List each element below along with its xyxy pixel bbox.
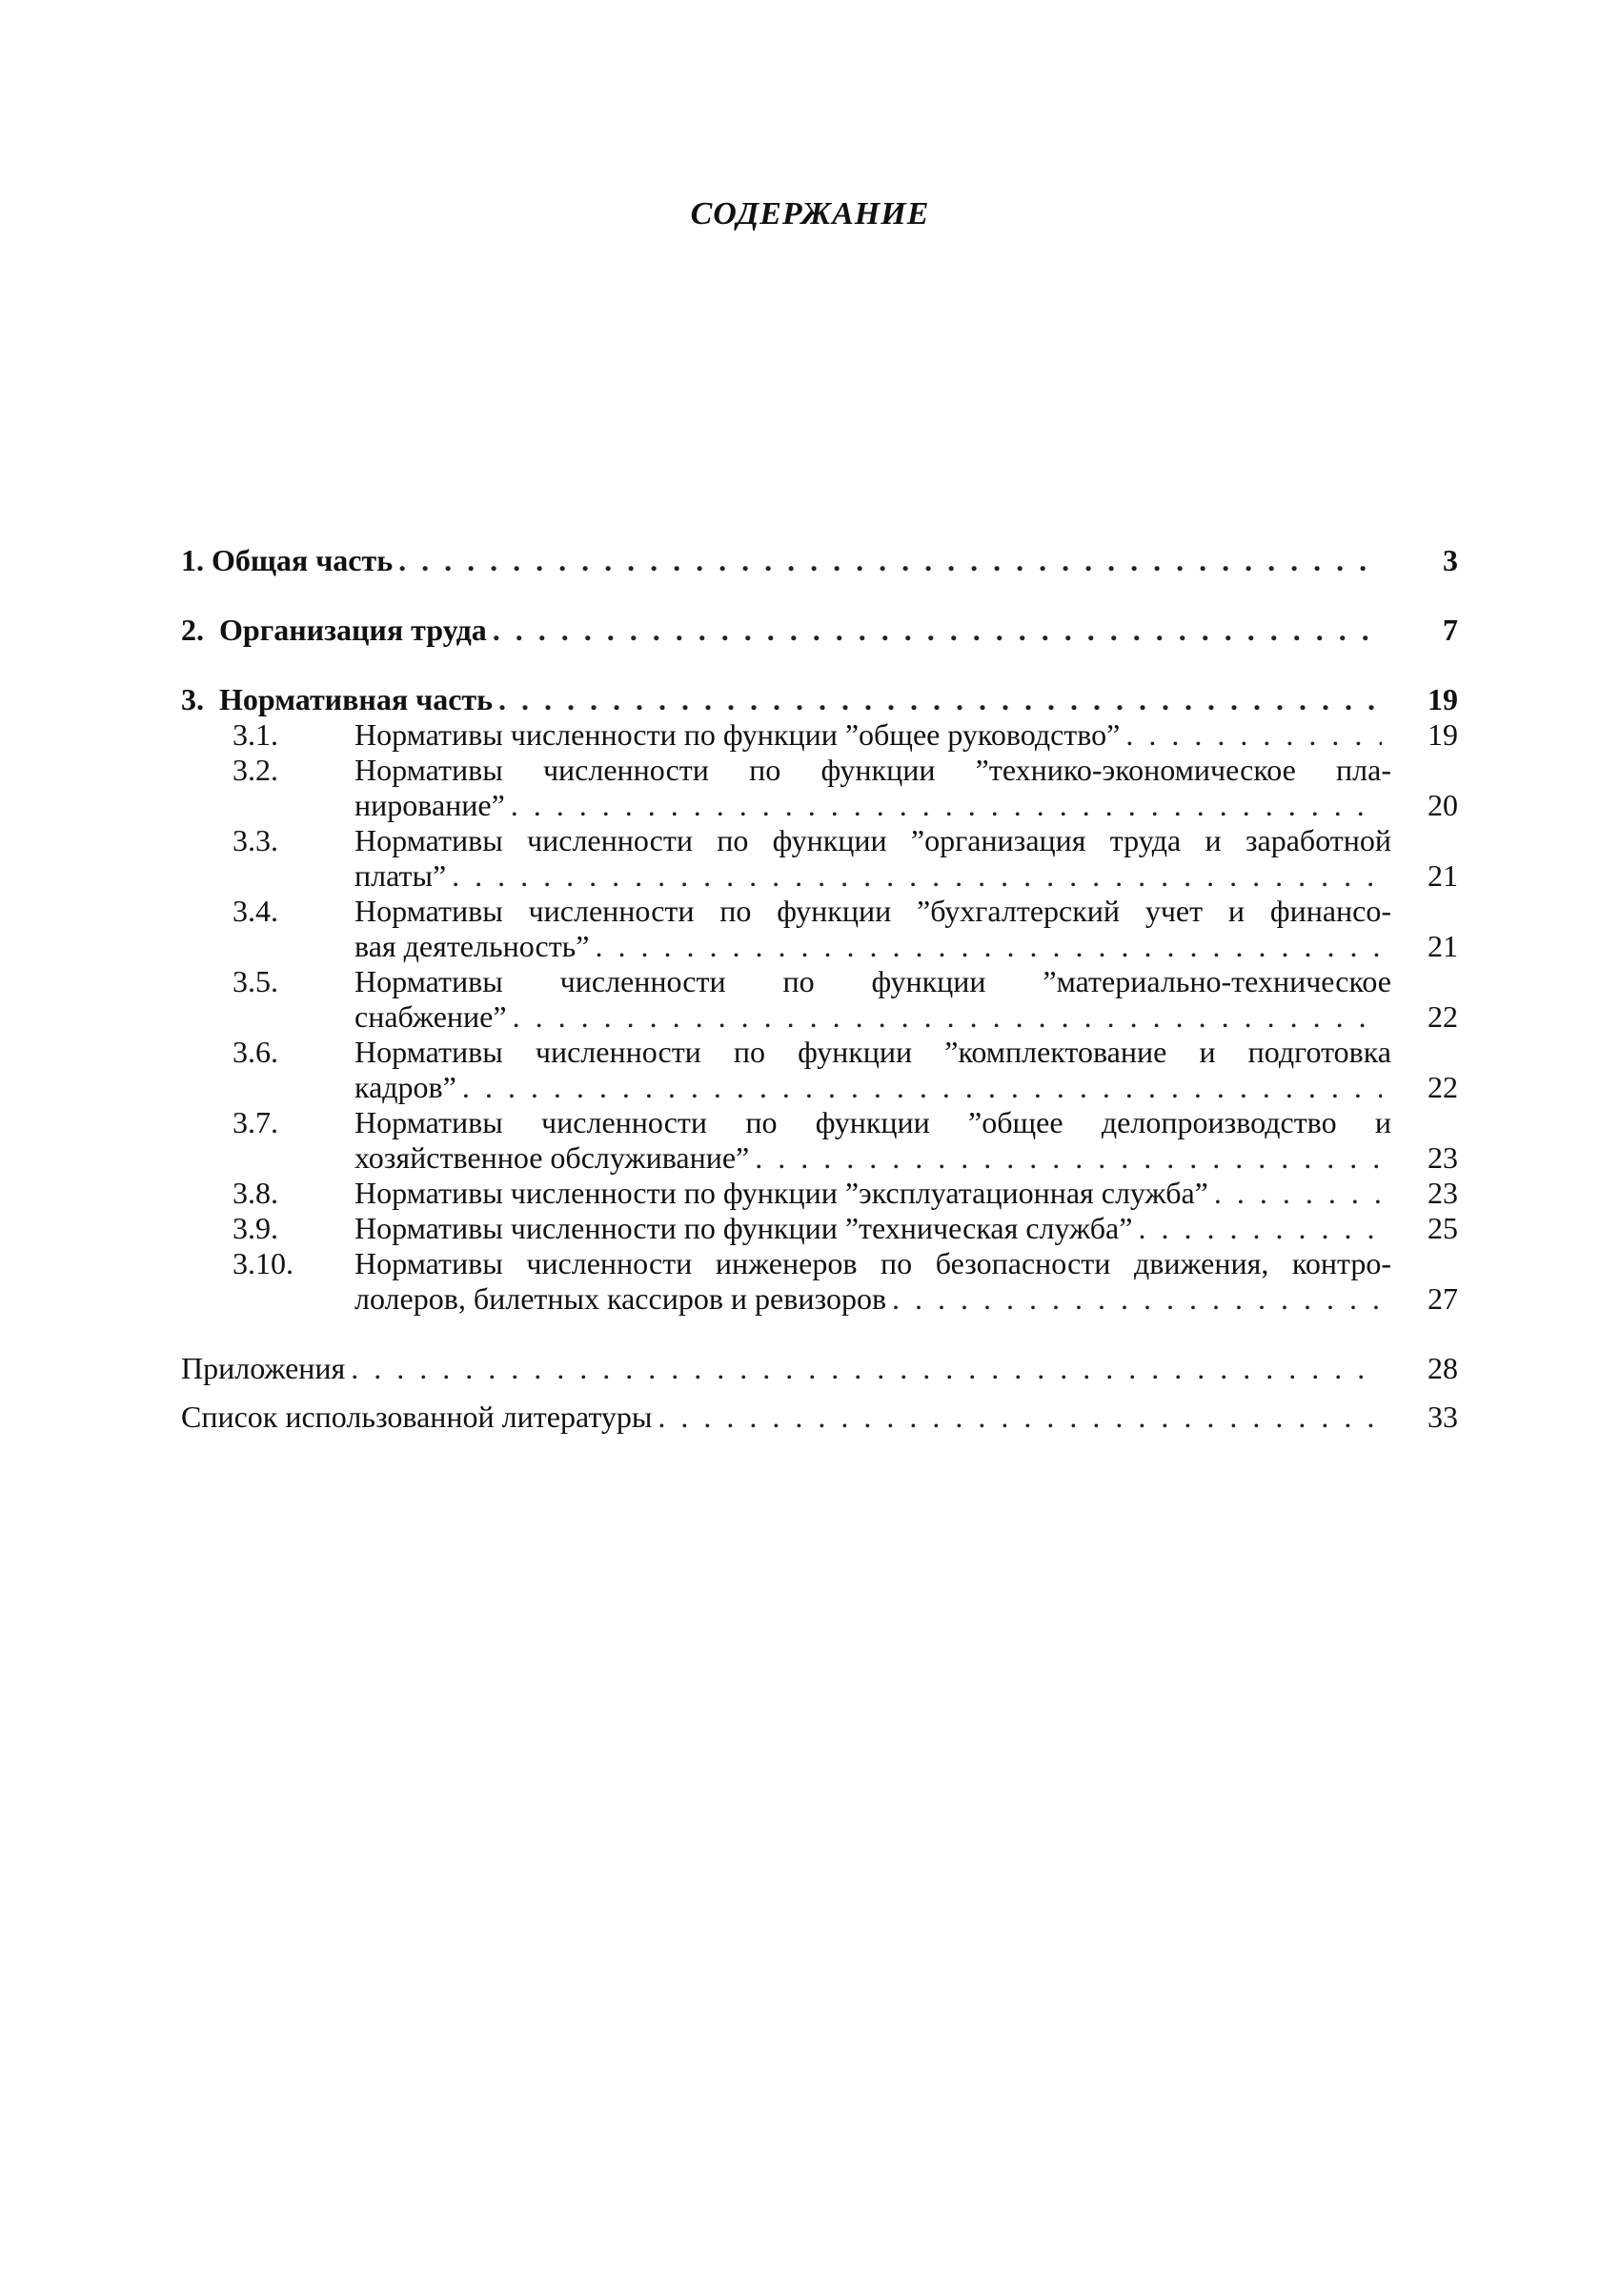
dot-leader bbox=[462, 1070, 1382, 1105]
toc-page-number: 25 bbox=[1428, 1211, 1458, 1245]
toc-subentry-3-10-cont[interactable] bbox=[181, 1281, 1458, 1317]
toc-page-number: 23 bbox=[1428, 1176, 1458, 1210]
toc-subentry-3-4[interactable] bbox=[181, 894, 1458, 929]
toc-subentry-number: 3.2. bbox=[233, 753, 278, 787]
dot-leader bbox=[511, 788, 1382, 823]
toc-subentry-3-7[interactable] bbox=[181, 1105, 1458, 1140]
toc-subentry-label: хозяйственное обслуживание” bbox=[354, 1140, 750, 1175]
toc-page-number: 7 bbox=[1443, 613, 1458, 647]
toc-page-number: 21 bbox=[1428, 858, 1458, 893]
toc-subentry-label: Нормативы численности по функции ”общее руководство” bbox=[354, 717, 1121, 752]
toc-entry-number: 1. bbox=[181, 543, 204, 577]
toc-page-number: 28 bbox=[1428, 1351, 1458, 1385]
toc-page-number: 21 bbox=[1428, 929, 1458, 963]
toc-entry-label: Список использованной литературы bbox=[181, 1400, 653, 1434]
dot-leader bbox=[1125, 717, 1382, 753]
toc-page-number: 19 bbox=[1428, 682, 1458, 716]
toc-subentry-3-5[interactable] bbox=[181, 964, 1458, 999]
toc-subentry-label: Нормативы численности по функции ”эксплуатационная служба” bbox=[354, 1176, 1208, 1210]
dot-leader bbox=[398, 543, 1382, 578]
toc-page-number: 33 bbox=[1428, 1400, 1458, 1434]
toc-subentry-number: 3.10. bbox=[233, 1246, 294, 1280]
toc-entry-number: 2. bbox=[181, 613, 204, 647]
toc-subentry-3-10[interactable] bbox=[181, 1246, 1458, 1281]
toc-subentry-number: 3.7. bbox=[233, 1105, 278, 1139]
toc-subentry-3-2[interactable] bbox=[181, 753, 1458, 788]
toc-subentry-label: лолеров, билетных кассиров и ревизоров bbox=[354, 1281, 887, 1316]
toc-page-number: 22 bbox=[1428, 999, 1458, 1034]
toc-subentry-number: 3.4. bbox=[233, 894, 278, 928]
toc-subentry-number: 3.5. bbox=[233, 964, 278, 998]
toc-entry-label: Организация труда bbox=[219, 613, 487, 647]
toc-entry-label: Общая часть bbox=[212, 543, 394, 577]
toc-subentry-number: 3.9. bbox=[233, 1211, 278, 1245]
toc-subentry-3-2-cont[interactable] bbox=[181, 788, 1458, 823]
toc-subentry-label-line: Нормативы численности по функции ”технико-экономическое пла- bbox=[354, 753, 1391, 787]
toc-page-number: 22 bbox=[1428, 1070, 1458, 1104]
toc-page-number: 27 bbox=[1428, 1281, 1458, 1316]
toc-entry-2[interactable] bbox=[181, 613, 1458, 648]
toc-subentry-label-line: Нормативы численности инженеров по безопасности движения, контро- bbox=[354, 1246, 1391, 1280]
toc-subentry-3-6[interactable] bbox=[181, 1035, 1458, 1070]
toc-entry-label: Приложения bbox=[181, 1351, 346, 1385]
toc-page-number: 3 bbox=[1443, 543, 1458, 577]
toc-subentry-3-3[interactable] bbox=[181, 823, 1458, 858]
page-title: СОДЕРЖАНИЕ bbox=[690, 196, 930, 232]
toc-subentry-number: 3.3. bbox=[233, 823, 278, 857]
toc-entry-appendix[interactable] bbox=[181, 1351, 1458, 1386]
toc-subentry-label-line: Нормативы численности по функции ”организация труда и заработной bbox=[354, 823, 1391, 857]
dot-leader bbox=[493, 613, 1382, 648]
dot-leader bbox=[498, 682, 1382, 717]
toc-subentry-number: 3.8. bbox=[233, 1176, 278, 1210]
dot-leader bbox=[658, 1400, 1382, 1435]
dot-leader bbox=[351, 1351, 1382, 1386]
toc-subentry-label-line: Нормативы численности по функции ”материально-техническое bbox=[354, 964, 1391, 998]
toc-subentry-3-7-cont[interactable] bbox=[181, 1140, 1458, 1176]
toc-subentry-label-line: Нормативы численности по функции ”общее делопроизводство и bbox=[354, 1105, 1391, 1139]
toc-subentry-number: 3.6. bbox=[233, 1035, 278, 1069]
toc-subentry-number: 3.1. bbox=[233, 717, 278, 752]
toc-subentry-3-1[interactable] bbox=[181, 717, 1458, 753]
dot-leader bbox=[513, 999, 1382, 1035]
toc-subentry-label-line: Нормативы численности по функции ”бухгалтерский учет и финансо- bbox=[354, 894, 1391, 928]
toc-subentry-label: снабжение” bbox=[354, 999, 507, 1034]
toc-entry-label: Нормативная часть bbox=[219, 682, 494, 716]
toc-subentry-3-3-cont[interactable] bbox=[181, 858, 1458, 894]
toc-subentry-label: платы” bbox=[354, 858, 447, 893]
toc-page-number: 20 bbox=[1428, 788, 1458, 822]
toc-subentry-3-6-cont[interactable] bbox=[181, 1070, 1458, 1105]
toc-subentry-3-4-cont[interactable] bbox=[181, 929, 1458, 964]
toc-entry-number: 3. bbox=[181, 682, 204, 716]
table-of-contents bbox=[181, 543, 1458, 1435]
toc-subentry-label: нирование” bbox=[354, 788, 505, 822]
toc-subentry-label: вая деятельность” bbox=[354, 929, 590, 963]
toc-subentry-label: Нормативы численности по функции ”техническая служба” bbox=[354, 1211, 1133, 1245]
dot-leader bbox=[1138, 1211, 1382, 1246]
toc-subentry-label-line: Нормативы численности по функции ”комплектование и подготовка bbox=[354, 1035, 1391, 1069]
dot-leader bbox=[1214, 1176, 1382, 1211]
toc-subentry-3-5-cont[interactable] bbox=[181, 999, 1458, 1035]
toc-page-number: 19 bbox=[1428, 717, 1458, 752]
toc-page-number: 23 bbox=[1428, 1140, 1458, 1175]
toc-entry-1[interactable] bbox=[181, 543, 1458, 578]
dot-leader bbox=[452, 858, 1382, 894]
dot-leader bbox=[755, 1140, 1382, 1176]
toc-subentry-label: кадров” bbox=[354, 1070, 456, 1104]
toc-entry-3[interactable] bbox=[181, 682, 1458, 717]
toc-entry-references[interactable] bbox=[181, 1400, 1458, 1435]
dot-leader bbox=[595, 929, 1382, 964]
dot-leader bbox=[892, 1281, 1382, 1317]
toc-subentry-3-9[interactable] bbox=[181, 1211, 1458, 1246]
toc-subentry-3-8[interactable] bbox=[181, 1176, 1458, 1211]
